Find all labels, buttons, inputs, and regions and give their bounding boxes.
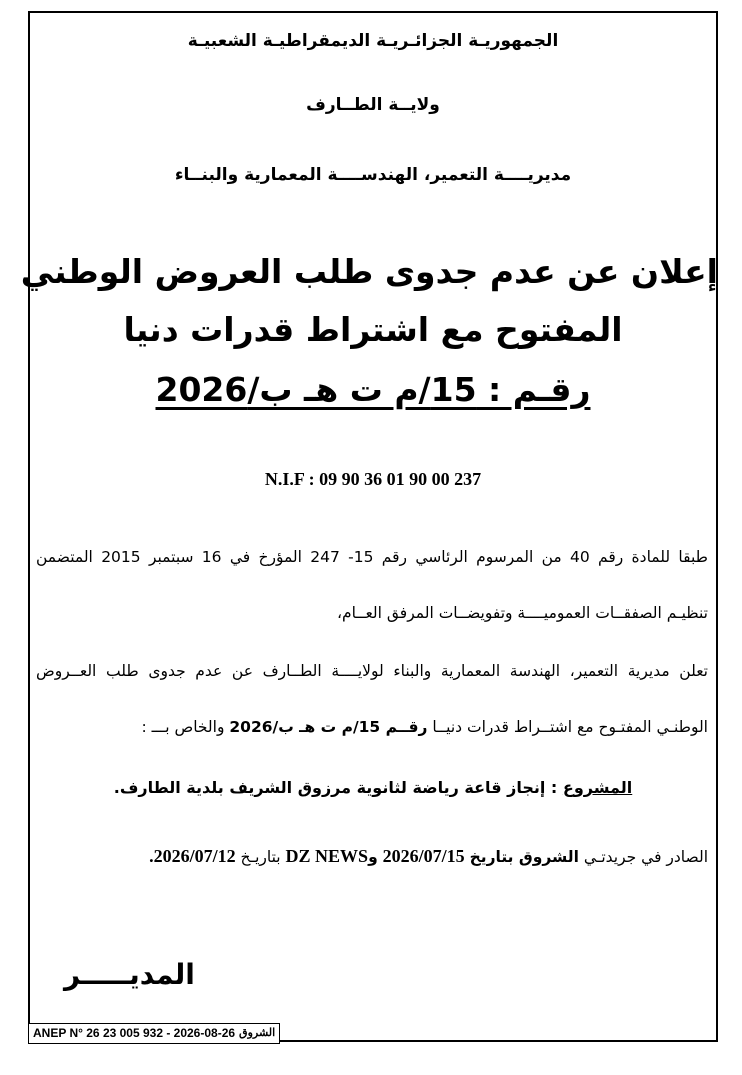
announcement-title-line1: إعلان عن عدم جدوى طلب العروض الوطني (20, 252, 718, 291)
paragraph2-text-c: والخاص بـــ : (141, 718, 225, 736)
announcement-number: رقـم : 15/م ت هـ ب/2026 (155, 370, 591, 409)
publication-line (36, 846, 708, 867)
publication-date1: 2026/07/15 (382, 846, 465, 866)
footer-anep-ref: ANEP N° 26 23 005 932 - 2026-08-26 (33, 1026, 236, 1040)
paragraph2-line1: تعلن مديرية التعمير، الهندسة المعمارية والبناء لولايــــة الطــارف عن عدم جدوى طلب العــروض (36, 662, 708, 680)
footer-reference (28, 1023, 280, 1044)
publication-and: و (368, 848, 378, 866)
paragraph1-line2: تنظيـم الصفقــات العموميــــة وتفويضــات المرفق العــام، (337, 604, 708, 622)
paragraph2-line2 (36, 718, 708, 736)
signature-director: المديـــــر (64, 958, 195, 991)
directorate-heading: مديريــــة التعمير، الهندســــة المعمارية والبنــاء (174, 165, 572, 185)
publication-paper1: الشروق بتاريخ (469, 848, 579, 866)
paragraph2-text-a: الوطنـي المفتـوح مع اشتــراط قدرات دنيــا (432, 718, 708, 736)
project-label: المشروع (562, 778, 633, 797)
publication-text-a: الصادر في جريدتـي (583, 848, 708, 866)
paragraph2-number: رقــم 15/م ت هـ ب/2026 (229, 718, 428, 736)
project-description: : إنجاز قاعة رياضة لثانوية مرزوق الشريف بلدية الطارف. (113, 778, 558, 797)
publication-date2: 2026/07/12. (149, 846, 236, 866)
publication-text-d: بتاريـخ (240, 848, 281, 866)
wilaya-heading: ولايــة الطــارف (306, 95, 440, 115)
nif-number: N.I.F : 09 90 36 01 90 00 237 (264, 469, 482, 489)
announcement-title-line2: المفتوح مع اشتراط قدرات دنيا (123, 310, 623, 349)
publication-paper2: DZ NEWS (285, 846, 369, 866)
paragraph1-line1: طبقا للمادة رقم 40 من المرسوم الرئاسي رقم 15- 247 المؤرخ في 16 سبتمبر 2015 المتضمن (36, 548, 708, 566)
project-line (28, 778, 718, 797)
republic-heading: الجمهوريـة الجزائـريـة الديمقراطيـة الشعبيـة (187, 31, 559, 51)
footer-source: الشروق (239, 1027, 276, 1039)
